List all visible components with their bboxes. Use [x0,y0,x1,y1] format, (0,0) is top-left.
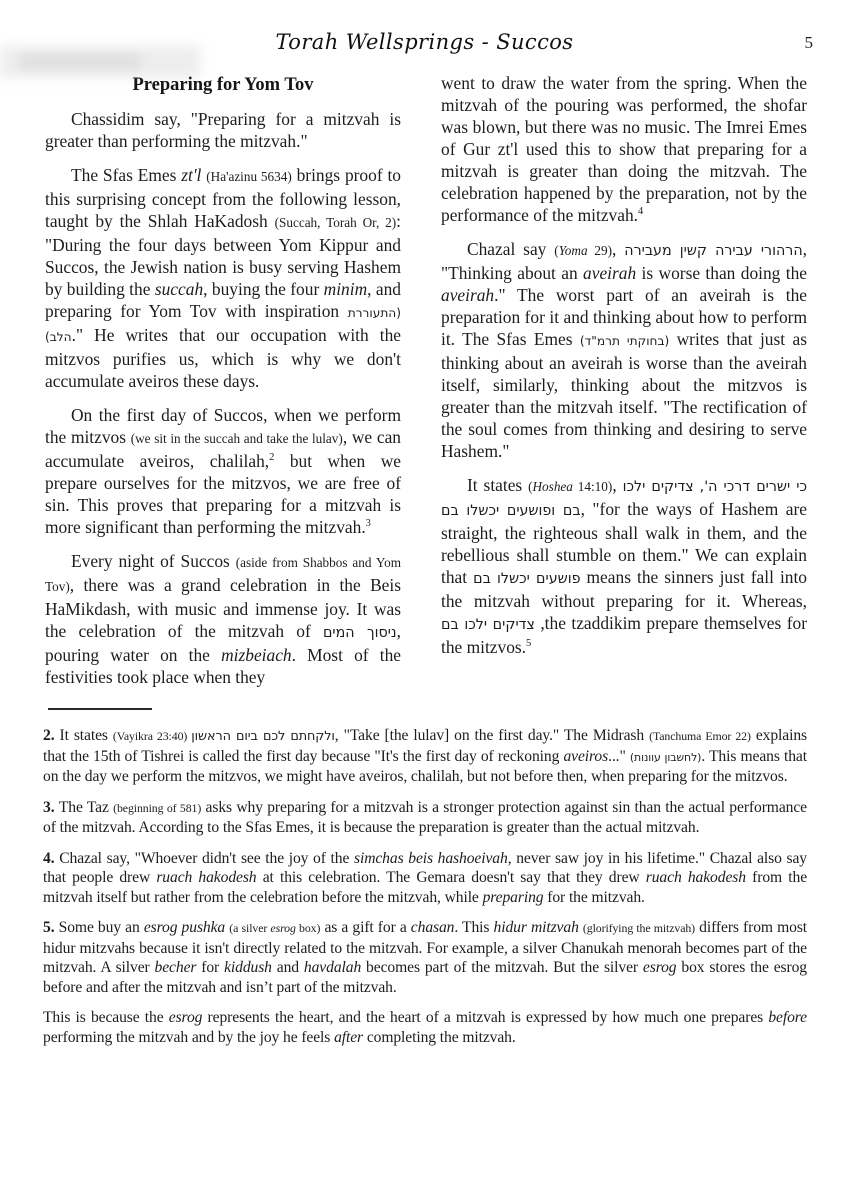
text-segment: aveiros [563,747,609,765]
paragraph [45,404,401,538]
text-segment: : "During the four days between Yom Kippur and Succos, the Jewish nation is busy serving Hashem by building the [45,211,401,299]
paragraph [441,474,807,658]
text-segment: havdalah [303,959,362,976]
left-column-paragraphs [45,108,401,688]
text-segment: explains that the 15th of Tishrei is called the first day because "It's the first day of reckoning [43,727,807,765]
footnote-number: 5. [43,919,59,936]
text-segment: On the first day of Succos, when we perform the mitzvos [45,405,401,447]
text-segment: zt'l [181,165,202,185]
text-segment: ( [528,479,533,494]
section-heading: Preparing for Yom Tov [132,75,314,95]
text-segment: ." He writes that our occupation with the mitzvos purifies us, which is why we don't accumulate aveiros these days. [45,325,401,391]
text-segment: means the sinners just fall into the mitzvah without preparing for it. Whereas, [441,567,807,611]
text-segment: 14:10) [572,479,613,494]
hebrew-text: ולקחתם לכם ביום הראשון [191,729,335,744]
text-segment: differs from most hidur mitzvahs because it isn't directly related to the mitzvah. For example, a silver Chanukah menorah becomes part of the mitzvah. A silver [43,919,808,976]
text-segment: minim [323,279,368,299]
right-column-paragraphs [441,72,807,658]
text-segment: Hoshea [532,479,573,494]
text-segment: at this celebration. The Gemara doesn't say that they drew [256,869,646,886]
right-column [441,72,807,700]
footnote-number: 4. [43,849,60,867]
text-segment: went to draw the water from the spring. When the mitzvah of the pouring was performed, the shofar was blown, but there was no music. The Imrei Emes of Gur zt'l used this to show that preparing for a mitzvah is greater than doing the mitzvah. The celebration happened by the preparation, not by the performance of the mitzvah. [441,73,807,225]
text-segment: 3 [365,518,371,530]
text-segment: succah [154,279,204,299]
hebrew-text: פושעים יכשלו בם [473,571,581,587]
text-segment: , and preparing for Yom Tov with inspiration [45,279,402,321]
hebrew-text: הרהורי עבירה קשין מעבירה [624,243,803,259]
text-segment: is worse than doing the [636,263,807,283]
paragraph [45,164,401,392]
text-segment: 2 [269,452,275,464]
text-segment: (beginning of 581) [113,800,202,815]
text-segment: , "Take [the lulav] on the first day." The Midrash [334,727,650,744]
hebrew-text: כי ישרים דרכי ה', צדיקים ילכו בם ופושעים יכשלו בם [441,479,807,519]
text-segment: (Ha'azinu 5634) [206,169,292,184]
text-segment: simchas beis hashoeivah [354,849,508,867]
paragraph [45,108,401,152]
footnote-2 [43,726,807,787]
paragraph [45,550,401,688]
page-header [0,0,849,62]
text-segment: becher [154,959,197,976]
text-segment: from the mitzvah itself but rather from the celebration before the mitzvah, while [43,869,808,906]
text-segment: Yoma [558,243,588,258]
paragraph [441,72,807,226]
text-segment: Some buy an [58,919,144,936]
text-segment: It states [59,727,113,744]
footnote-3 [43,798,807,838]
text-segment: after [334,1028,364,1046]
text-segment: but when we prepare ourselves for the mitzvos, we are free of sin. This proves that preparing for a mitzvah is more significant than performing the mitzvah. [45,451,401,537]
footnote-number: 3. [43,798,59,816]
text-segment: ." The worst part of an aveirah is the preparation for it and thinking about how to perform it. The Sfas Emes [441,285,807,349]
text-segment: . This [454,919,494,936]
text-segment: , never saw joy in his lifetime." Chazal also say that people drew [43,849,808,886]
text-segment: 4 [638,206,644,218]
text-segment: (Succah, Torah Or, 2) [274,215,397,230]
text-segment: The Taz [58,798,114,816]
footnote-continuation [43,1008,807,1047]
text-segment: , "Thinking about an [441,239,807,283]
text-segment: , there was a grand celebration in the Beis HaMikdash, with music and immense joy. It was the celebration of the mitzvah of [45,575,401,641]
text-segment: aveirah [583,263,637,283]
text-segment: for [196,959,225,976]
hebrew-text: ניסוך המים [322,625,397,641]
footnote-5 [43,918,807,997]
hebrew-text: (לחשבון עוונות) [629,750,702,764]
text-segment: , [612,239,625,259]
text-segment: . Most of the festivities took place when they [45,645,401,687]
text-segment: performing the mitzvah and by the joy he feels [43,1028,335,1046]
text-segment: (a silver [229,921,271,935]
text-segment: esrog pushka [143,919,226,936]
text-segment: box stores the esrog before and after the mitzvah and isn’t part of the mitzvah. [43,959,808,996]
text-segment: box) [295,921,321,935]
hebrew-text: (התעוררת הלב) [45,306,401,344]
text-segment: Chazal say, "Whoever didn't see the joy of the [59,849,354,867]
text-segment: , [612,475,623,495]
text-segment: ,the tzaddikim prepare themselves for the mitzvos. [441,613,807,657]
text-segment: as a gift for a [320,919,411,936]
text-segment: brings proof to this surprising concept from the following lesson, taught by the Shlah HaKadosh [45,165,401,231]
paragraph [441,238,807,462]
footnote-number: 2. [43,727,60,744]
footnote-separator [48,708,152,710]
hebrew-text: (בחוקתי תרמ"ד) [579,334,670,348]
text-segment: chasan [410,919,455,936]
text-segment: preparing [482,888,544,906]
book-title: Torah Wellsprings - Succos [275,30,574,54]
text-segment: hidur mitzvah [493,919,579,936]
text-segment: before [768,1009,807,1026]
text-segment: esrog [168,1009,203,1026]
text-segment: 29) [587,243,613,258]
text-segment: Chazal say [467,239,555,259]
text-segment: and [271,959,304,976]
text-segment: , pouring water on the [45,621,401,665]
footnotes-section [0,726,849,1047]
text-segment: writes that just as thinking about an aveirah is worse than the aveirah itself, similarly, thinking about the mitzvos is greater than the mitzvah itself. "The rectification of the soul comes from thinking and desiring to serve Hashem." [441,329,807,461]
text-segment: (glorifying the mitzvah) [582,921,696,935]
text-segment: (Tanchuma Emor 22) [649,729,751,743]
text-segment: , "for the ways of Hashem are straight, the righteous shall walk in them, and the rebellious shall stumble on them." We can explain that [441,499,808,587]
left-column [45,72,401,700]
text-segment: (we sit in the succah and take the lulav) [130,431,343,446]
footnote-4 [43,849,807,908]
text-segment: (Vayikra 23:40) [112,729,192,743]
text-segment: mizbeiach [221,645,292,665]
text-segment: . This means that on the day we perform the mitzvos, we might have aveiros, chalilah, but not before then, when preparing for the mitzvos. [43,747,807,785]
text-segment: Every night of Succos [71,551,236,571]
text-segment: esrog [642,959,677,976]
text-segment: It states [467,475,529,495]
text-segment: for the mitzvah. [543,888,645,906]
main-text [0,62,849,700]
text-segment: , buying the four [203,279,324,299]
text-segment: , we can accumulate aveiros, chalilah, [45,427,401,471]
text-segment: kiddush [224,959,272,976]
text-segment: completing the mitzvah. [363,1028,516,1046]
text-segment: ruach hakodesh [156,869,257,886]
text-segment: This is because the [43,1009,169,1026]
text-segment: ruach hakodesh [645,869,746,886]
hebrew-text: צדיקים ילכו בם [441,617,535,633]
text-segment: (aside from Shabbos and Yom Tov) [45,555,401,594]
text-segment: aveirah [441,285,495,305]
text-segment: Chassidim say, "Preparing for a mitzvah is greater than performing the mitzvah." [45,109,401,151]
text-segment: asks why preparing for a mitzvah is a stronger protection against sin than the actual performance of the mitzvah. According to the Sfas Emes, it is because the preparation is greater than the actual mitzvah. [43,798,807,836]
text-segment: becomes part of the mitzvah. But the silver [361,959,643,976]
text-segment: esrog [270,921,296,935]
text-segment: The Sfas Emes [71,165,182,185]
page-number: 5 [804,33,813,52]
text-segment: ..." [608,747,630,765]
text-segment: represents the heart, and the heart of a mitzvah is expressed by how much one prepares [202,1009,769,1026]
text-segment: 5 [526,638,532,650]
text-segment: ( [554,243,559,258]
